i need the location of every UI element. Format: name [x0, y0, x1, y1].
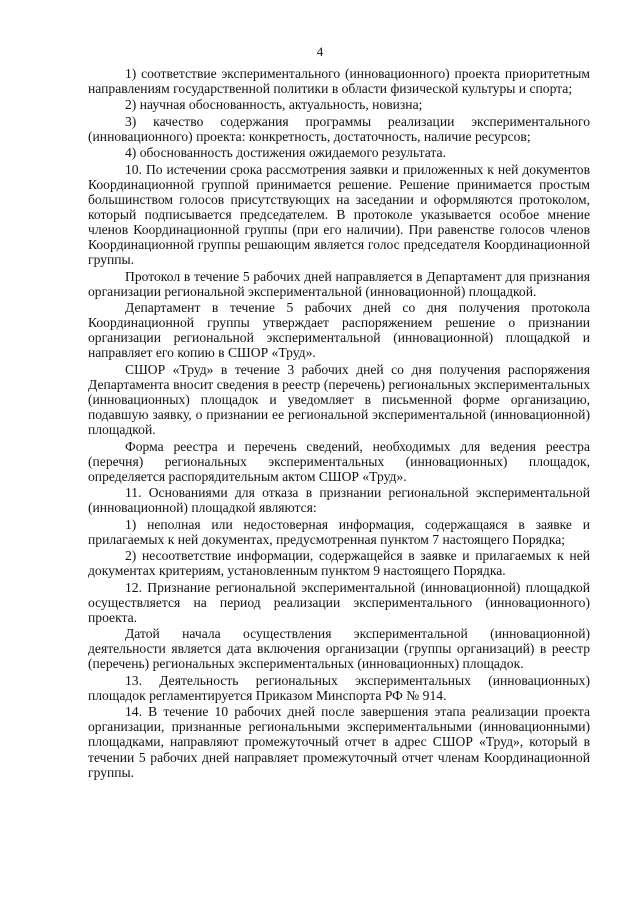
criterion-3-paragraph: 3) качество содержания программы реализации экспериментального (инновационного) проекта: конкретность, достаточность, наличие ресурсов;: [88, 113, 590, 144]
clause-12-paragraph: 12. Признание региональной экспериментальной (инновационной) площадкой осуществляется на период реализации экспериментального (инновационного) проекта.: [88, 579, 590, 625]
clause-11-paragraph: 11. Основаниями для отказа в признании региональной экспериментальной (инновационной) площадкой являются:: [88, 485, 590, 516]
page-number: 4: [316, 44, 324, 59]
clause-14-paragraph: 14. В течение 10 рабочих дней после завершения этапа реализации проекта организации, признанные региональными экспериментальными (инновационными) площадками, направляют промежуточный отчет в адрес СШОР «Труд», который в течении 5 рабочих дней направляет промежуточный отчет членам Координационной группы.: [88, 704, 590, 780]
refusal-reason-1-paragraph: 1) неполная или недостоверная информация, содержащаяся в заявке и прилагаемых к ней документах, предусмотренная пунктом 7 настоящего Порядка;: [88, 516, 590, 547]
clause-10-paragraph: 10. По истечении срока рассмотрения заявки и приложенных к ней документов Координационной группой принимается решение. Решение принимается простым большинством голосов присутствующих на заседании и оформляются протоколом, который подписывается председателем. В протоколе указывается особое мнение членов Координационной группы (при его наличии). При равенстве голосов членов Координационной группы решающим является голос председателя Координационной группы.: [88, 161, 590, 268]
protocol-paragraph: Протокол в течение 5 рабочих дней направляется в Департамент для признания организации региональной экспериментальной (инновационной) площадкой.: [88, 268, 590, 299]
registry-form-paragraph: Форма реестра и перечень сведений, необходимых для ведения реестра (перечня) региональных экспериментальных (инновационных) площадок, определяется распорядительным актом СШОР «Труд».: [88, 438, 590, 484]
department-paragraph: Департамент в течение 5 рабочих дней со дня получения протокола Координационной группы утверждает распоряжением решение о признании организации региональной экспериментальной (инновационной) площадкой и направляет его копию в СШОР «Труд».: [88, 300, 590, 361]
document-body: [88, 66, 590, 781]
activity-start-date-paragraph: Датой начала осуществления экспериментальной (инновационной) деятельности является дата включения организации (группы организаций) в реестр (перечень) региональных экспериментальных (инновационных) площадок.: [88, 626, 590, 672]
criterion-2-paragraph: 2) научная обоснованность, актуальность, новизна;: [125, 97, 423, 113]
criterion-4-paragraph: 4) обоснованность достижения ожидаемого результата.: [125, 145, 446, 161]
registry-entry-paragraph: СШОР «Труд» в течение 3 рабочих дней со дня получения распоряжения Департамента вносит сведения в реестр (перечень) региональных экспериментальных (инновационных) площадок и уведомляет в письменной форме организацию, подавшую заявку, о признании ее региональной экспериментальной (инновационной) площадкой.: [88, 361, 590, 438]
clause-13-paragraph: 13. Деятельность региональных экспериментальных (инновационных) площадок регламентируется Приказом Минспорта РФ № 914.: [88, 672, 590, 703]
refusal-reason-2-paragraph: 2) несоответствие информации, содержащейся в заявке и прилагаемых к ней документах критериям, установленным пунктом 9 настоящего Порядка.: [88, 548, 590, 579]
criterion-1-paragraph: 1) соответствие экспериментального (инновационного) проекта приоритетным направлениям государственной политики в области физической культуры и спорта;: [88, 66, 590, 97]
